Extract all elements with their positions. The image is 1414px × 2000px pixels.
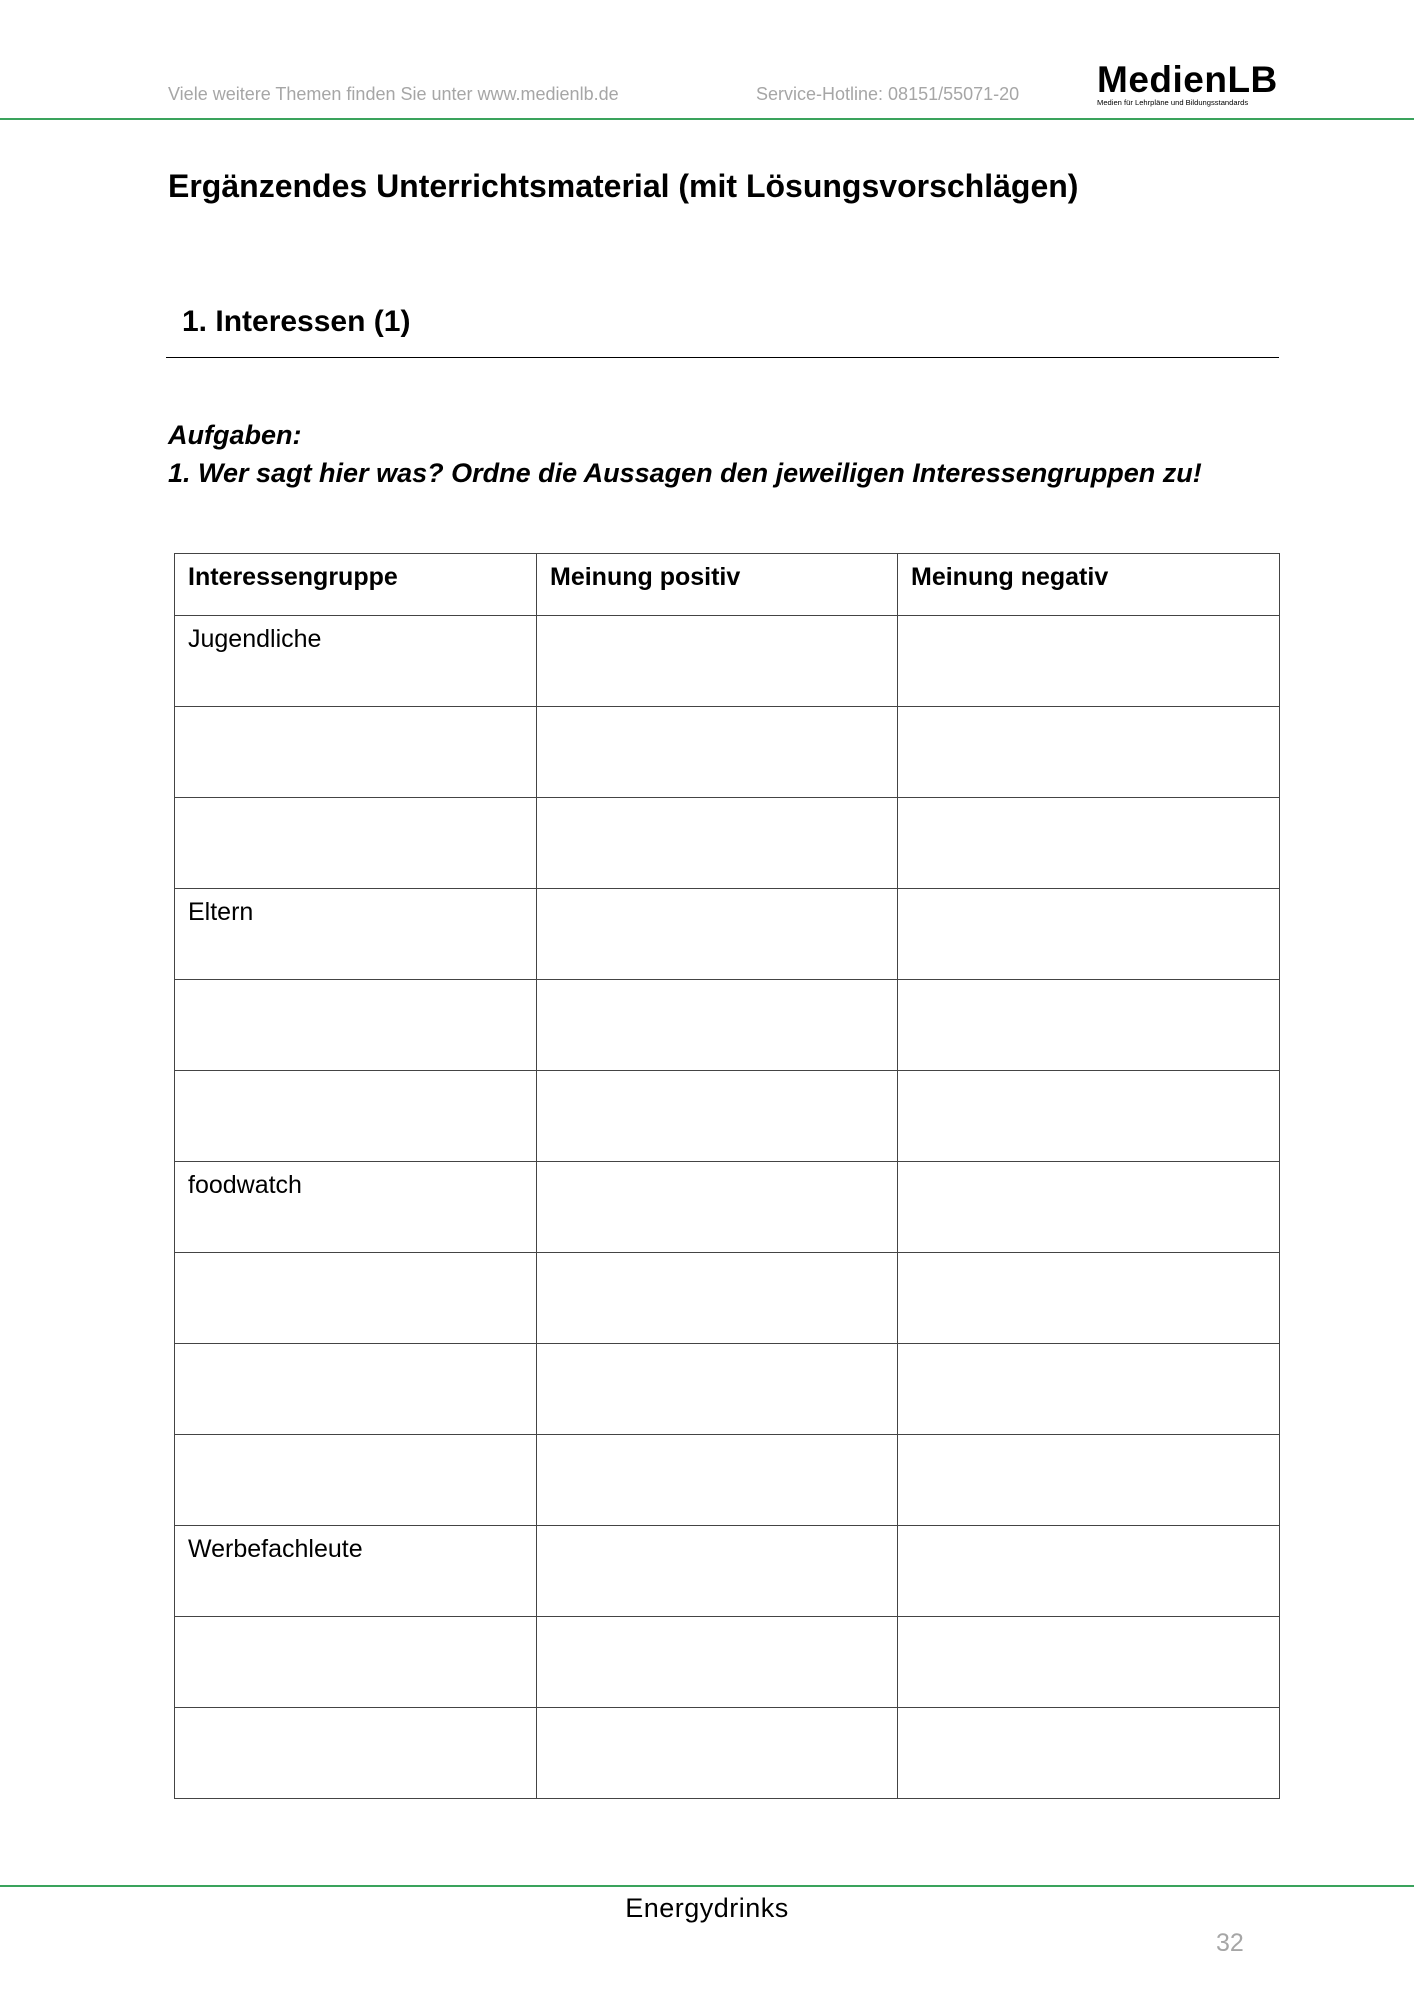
interest-group-cell: [175, 1435, 537, 1526]
document-title: Ergänzendes Unterrichtsmaterial (mit Lösungsvorschlägen): [168, 168, 1079, 204]
interest-group-cell: [175, 1071, 537, 1162]
opinion-positive-cell: [537, 1344, 898, 1435]
opinion-negative-cell: [898, 1435, 1280, 1526]
logo-tagline: Medien für Lehrpläne und Bildungsstandards: [1097, 98, 1249, 107]
logo-name: MedienLB: [1097, 59, 1278, 100]
opinion-negative-cell: [898, 889, 1280, 980]
footer-divider: [0, 1885, 1414, 1887]
interest-groups-table: [174, 553, 1280, 1799]
opinion-positive-cell: [537, 1253, 898, 1344]
page-number: 32: [1216, 1929, 1244, 1957]
interest-group-cell: [175, 980, 537, 1071]
interest-group-cell: [175, 1253, 537, 1344]
tasks-block: [168, 416, 1248, 492]
opinion-negative-cell: [898, 1344, 1280, 1435]
opinion-positive-cell: [537, 798, 898, 889]
task-1-text: 1. Wer sagt hier was? Ordne die Aussagen den jeweiligen Interessengruppen zu!: [168, 458, 1202, 488]
opinion-negative-cell: [898, 1526, 1280, 1617]
table-row: [175, 616, 1280, 707]
interest-group-cell: foodwatch: [175, 1162, 537, 1253]
opinion-negative-cell: [898, 1162, 1280, 1253]
opinion-positive-cell: [537, 1526, 898, 1617]
column-header-opinion-negative: Meinung negativ: [898, 554, 1280, 616]
opinion-positive-cell: [537, 1071, 898, 1162]
header-divider: [0, 118, 1414, 120]
table-row: [175, 1253, 1280, 1344]
opinion-negative-cell: [898, 1071, 1280, 1162]
header-website-note: Viele weitere Themen finden Sie unter www.medienlb.de: [168, 84, 619, 104]
table-row: [175, 1617, 1280, 1708]
table-header-row: [175, 554, 1280, 616]
table-row: [175, 889, 1280, 980]
opinion-positive-cell: [537, 707, 898, 798]
opinion-negative-cell: [898, 707, 1280, 798]
footer-title: Energydrinks: [625, 1893, 789, 1923]
opinion-positive-cell: [537, 1162, 898, 1253]
table-row: [175, 707, 1280, 798]
interest-group-cell: Jugendliche: [175, 616, 537, 707]
opinion-negative-cell: [898, 1708, 1280, 1799]
column-header-opinion-positive: Meinung positiv: [537, 554, 898, 616]
medienlb-logo: [1097, 59, 1293, 107]
table-row: [175, 798, 1280, 889]
table-row: [175, 1071, 1280, 1162]
opinion-negative-cell: [898, 1253, 1280, 1344]
table-row: [175, 1708, 1280, 1799]
column-header-interest-group: Interessengruppe: [175, 554, 537, 616]
opinion-positive-cell: [537, 1435, 898, 1526]
opinion-negative-cell: [898, 980, 1280, 1071]
interest-group-cell: [175, 1617, 537, 1708]
opinion-positive-cell: [537, 980, 898, 1071]
opinion-positive-cell: [537, 1708, 898, 1799]
opinion-positive-cell: [537, 889, 898, 980]
opinion-negative-cell: [898, 798, 1280, 889]
interest-group-cell: [175, 1708, 537, 1799]
table-row: [175, 1162, 1280, 1253]
interest-group-cell: [175, 798, 537, 889]
interest-group-cell: Werbefachleute: [175, 1526, 537, 1617]
tasks-heading: Aufgaben:: [168, 420, 302, 450]
interest-group-cell: [175, 707, 537, 798]
opinion-positive-cell: [537, 1617, 898, 1708]
opinion-negative-cell: [898, 1617, 1280, 1708]
interest-group-cell: [175, 1344, 537, 1435]
interest-group-cell: Eltern: [175, 889, 537, 980]
header-hotline: Service-Hotline: 08151/55071-20: [756, 84, 1020, 104]
table-row: [175, 980, 1280, 1071]
table-row: [175, 1526, 1280, 1617]
section-divider: [166, 357, 1279, 358]
table-row: [175, 1344, 1280, 1435]
opinion-negative-cell: [898, 616, 1280, 707]
table-row: [175, 1435, 1280, 1526]
section-title: 1. Interessen (1): [182, 305, 411, 338]
opinion-positive-cell: [537, 616, 898, 707]
